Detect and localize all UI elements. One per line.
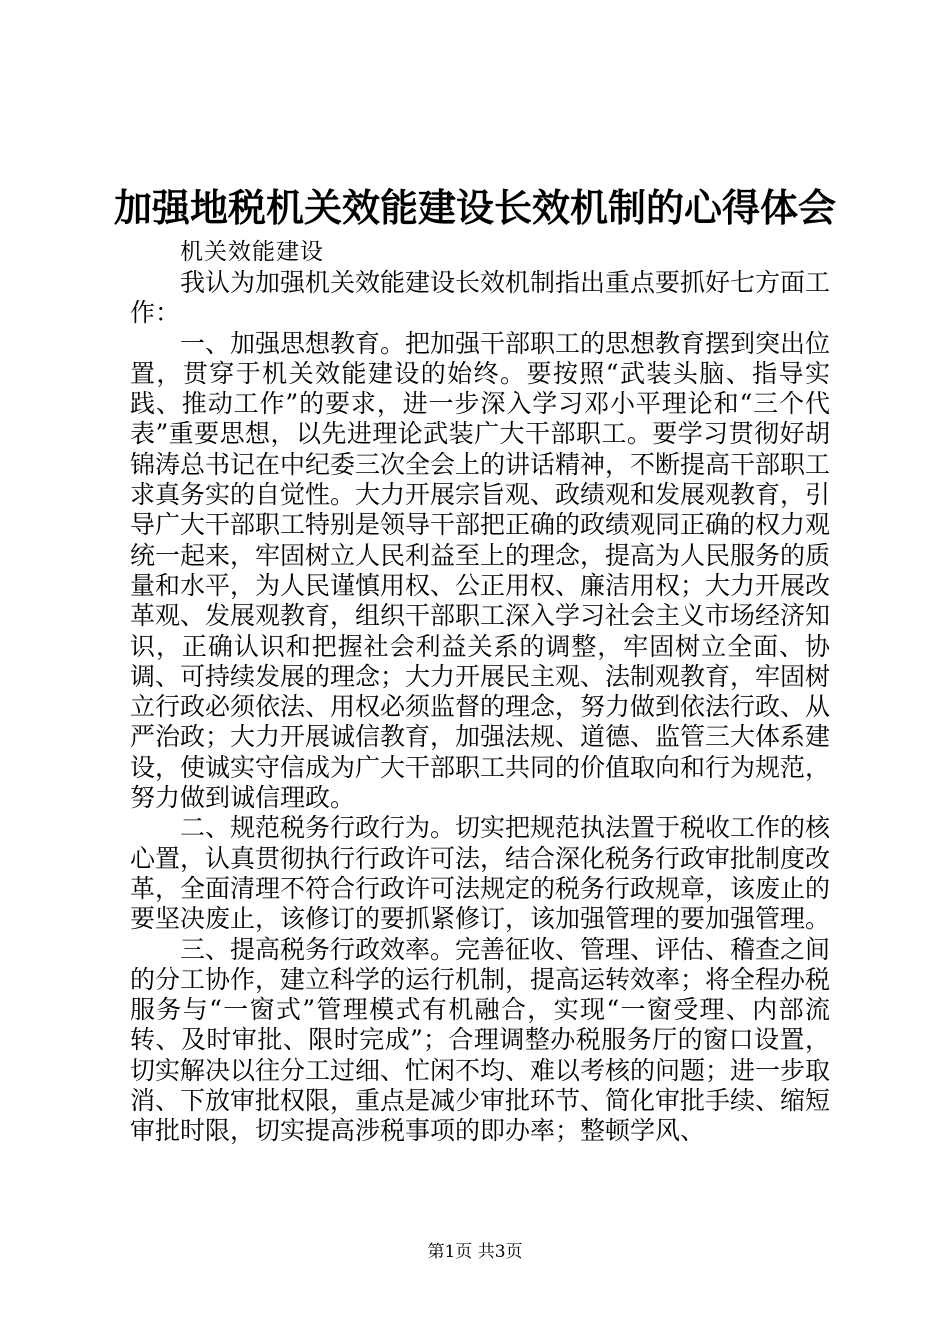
paragraph-intro: 我认为加强机关效能建设长效机制指出重点要抓好七方面工作： [130, 268, 831, 328]
paragraph-section-3: 三、提高税务行政效率。完善征收、管理、评估、稽查之间的分工协作，建立科学的运行机制，提高运转效率；将全程办税服务与“一窗式”管理模式有机融合，实现“一窗受理、内部流转、及时审批、限时完成”；合理调整办税服务厅的窗口设置，切实解决以往分工过细、忙闲不均、难以考核的问题；进一步取消、下放审批权限，重点是减少审批环节、简化审批手续、缩短审批时限，切实提高涉税事项的即办率；整顿学风、 [130, 934, 831, 1146]
paragraph-section-2: 二、规范税务行政行为。切实把规范执法置于税收工作的核心置，认真贯彻执行行政许可法，结合深化税务行政审批制度改革，全面清理不符合行政许可法规定的税务行政规章，该废止的要坚决废止，该修订的要抓紧修订，该加强管理的要加强管理。 [130, 813, 831, 934]
document-body [130, 268, 830, 1147]
page-footer: 第1页 共3页 [427, 1242, 523, 1262]
paragraph-section-1: 一、加强思想教育。把加强干部职工的思想教育摆到突出位置，贯穿于机关效能建设的始终。要按照“武装头脑、指导实践、推动工作”的要求，进一步深入学习邓小平理论和“三个代表”重要思想，以先进理论武装广大干部职工。要学习贯彻好胡锦涛总书记在中纪委三次全会上的讲话精神，不断提高干部职工求真务实的自觉性。大力开展宗旨观、政绩观和发展观教育，引导广大干部职工特别是领导干部把正确的政绩观同正确的权力观统一起来，牢固树立人民利益至上的理念，提高为人民服务的质量和水平，为人民谨慎用权、公正用权、廉洁用权；大力开展改革观、发展观教育，组织干部职工深入学习社会主义市场经济知识，正确认识和把握社会利益关系的调整，牢固树立全面、协调、可持续发展的理念；大力开展民主观、法制观教育，牢固树立行政必须依法、用权必须监督的理念，努力做到依法行政、从严治政；大力开展诚信教育，加强法规、道德、监管三大体系建设，使诚实守信成为广大干部职工共同的价值取向和行为规范，努力做到诚信理政。 [130, 328, 831, 813]
document-subtitle: 机关效能建设 [180, 239, 324, 265]
document-title: 加强地税机关效能建设长效机制的心得体会 [113, 185, 836, 230]
